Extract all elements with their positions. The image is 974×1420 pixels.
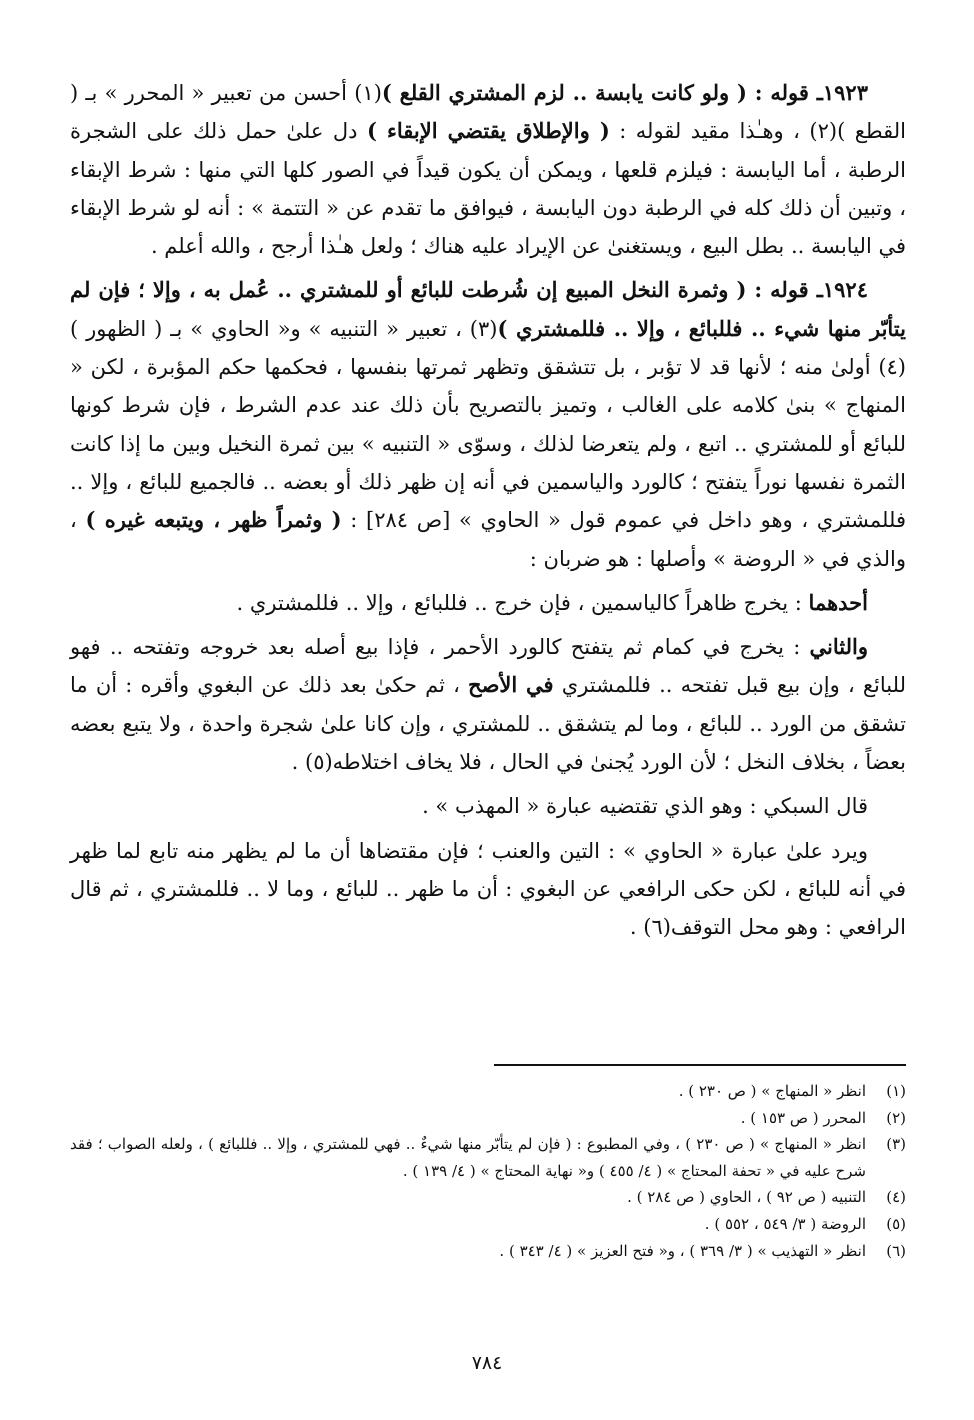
footnote-number: (١) bbox=[886, 1082, 906, 1100]
paragraph-text: (٢) ، وهـٰذا مقيد لقوله : bbox=[609, 119, 838, 144]
footnote-text: الروضة ( ٣/ ٥٤٩ ، ٥٥٢ ) . bbox=[704, 1214, 866, 1233]
paragraph-text: (١) أحسن من تعبير « المحرر » بـ ( القطع ) bbox=[70, 81, 906, 144]
paragraph-text: دل علىٰ حمل ذلك على الشجرة الرطبة ، أما اليابسة : فيلزم قلعها ، ويمكن أن يكون قيداً في الصور كلها التي منها : شرط الإبقاء ، وتبين أن ذلك كله في الرطبة دون اليابسة ، فيوافق ما تقدم عن « التتمة » : أنه لو شرط الإبقاء في اليابسة .. بطل البيع ، ويستغنىٰ عن الإيراد عليه هناك ؛ ولعل هـٰذا أرجح ، والله أعلم . bbox=[70, 119, 906, 259]
footnote-text: المحرر ( ص ١٥٣ ) . bbox=[740, 1108, 866, 1127]
footnote-number: (٦) bbox=[886, 1241, 906, 1260]
paragraph-text: : يخرج في كمام ثم يتفتح كالورد الأحمر ، فإذا بيع أصله بعد خروجه وتفتحه .. فهو للبائع ، وإن بيع قبل تفتحه .. فللمشتري bbox=[70, 635, 906, 698]
footnote-number: (٣) bbox=[886, 1135, 906, 1154]
footnote-text: التنبيه ( ص ٩٢ ) ، الحاوي ( ص ٢٨٤ ) . bbox=[627, 1188, 866, 1207]
footnote-text: انظر « المنهاج » ( ص ٢٣٠ ) . bbox=[678, 1082, 866, 1100]
paragraph-1924 bbox=[70, 271, 906, 577]
term-second: والثاني bbox=[809, 634, 868, 660]
footnote-number: (٢) bbox=[886, 1108, 906, 1127]
term-asahh: في الأصح bbox=[468, 672, 554, 698]
paragraph-text: : يخرج ظاهراً كالياسمين ، فإن خرج .. فللبائع ، وإلا .. فللمشتري . bbox=[236, 590, 809, 615]
paragraph-text: (٣) ، تعبير « التنبيه » و« الحاوي » بـ ( الظهور )(٤) أولىٰ منه ؛ لأنها قد لا تؤبر ، بل تتشقق وتظهر ثمرتها بنفسها ، فحكمها حكم المؤبرة ، لكن « المنهاج » بنىٰ كلامه على الغالب ، وتميز بالتصريح بأن ذلك عند عدم الشرط ، فإن شرط كونها للبائع أو للمشتري .. اتبع ، ولم يتعرضا لذلك ، وسوّى « التنبيه » بين ثمرة النخيل وبين ما إذا كانت الثمرة نفسها نوراً يتفتح ؛ كالورد والياسمين في أنه إن ظهر ذلك أو بعضه .. فالجميع للبائع ، وإلا .. فللمشتري ، وهو داخل في عموم قول « الحاوي » [ص ٢٨٤] : bbox=[70, 316, 906, 533]
footnote-number: (٤) bbox=[886, 1188, 906, 1207]
footnote-text: انظر « التهذيب » ( ٣/ ٣٦٩ ) ، و« فتح العزيز » ( ٤/ ٣٤٣ ) . bbox=[499, 1241, 866, 1260]
paragraph-subki: قال السبكي : وهو الذي تقتضيه عبارة « المهذب » . bbox=[422, 794, 868, 819]
footnote-number: (٥) bbox=[886, 1214, 906, 1233]
quoted-text: ( والإطلاق يقتضي الإبقاء ) bbox=[366, 118, 610, 144]
footnote-separator bbox=[494, 1064, 906, 1066]
paragraph-1923 bbox=[70, 74, 906, 265]
quoted-text: ( وثمراً ظهر ، ويتبعه غيره ) bbox=[85, 507, 342, 533]
term-first: أحدهما bbox=[808, 589, 868, 615]
footnotes bbox=[70, 1078, 906, 1264]
page-number: ٧٨٤ bbox=[471, 1352, 503, 1374]
paragraph-first-type bbox=[70, 584, 906, 622]
footnote-item bbox=[70, 1184, 906, 1211]
paragraph-text: ، ثم حكىٰ بعد ذلك عن البغوي وأقره : أن ما تشقق من الورد .. للبائع ، وما لم يتشقق .. للمشتري ، وإن كانا علىٰ شجرة واحدة ، ولا يتبع بعضه بعضاً ، بخلاف النخل ؛ لأن الورد يُجنىٰ في الحال ، فلا يخاف اختلاطه(٥) . bbox=[70, 673, 906, 775]
paragraph-hawi-objection: ويرد علىٰ عبارة « الحاوي » : التين والعنب ؛ فإن مقتضاها أن ما لم يظهر منه تابع لما ظهر في أنه للبائع ، لكن حكى الرافعي عن البغوي : أن ما ظهر .. للبائع ، وما لا .. فللمشتري ، ثم قال الرافعي : وهو محل التوقف(٦) . bbox=[70, 838, 906, 940]
footnote-text: انظر « المنهاج » ( ص ٢٣٠ ) ، وفي المطبوع : ( فإن لم يتأبّر منها شيءٌ .. فهي للمشتري ، وإلا .. فللبائع ) ، ولعله الصواب ؛ فقد شرح عليه في « تحفة المحتاج » ( ٤/ ٤٥٥ ) و« نهاية المحتاج » ( ٤/ ١٣٩ ) . bbox=[70, 1135, 867, 1180]
footnote-item bbox=[70, 1131, 906, 1184]
footnote-item bbox=[70, 1105, 906, 1132]
footnote-item bbox=[70, 1211, 906, 1238]
paragraph-second-type bbox=[70, 628, 906, 781]
footnote-item bbox=[70, 1078, 906, 1105]
issue-heading-1923: ١٩٢٣ـ قوله : ( ولو كانت يابسة .. لزم المشتري القلع ) bbox=[381, 80, 868, 105]
footnote-item bbox=[70, 1238, 906, 1265]
issue-heading-1924: ١٩٢٤ـ قوله : ( وثمرة النخل المبيع إن شُرطت للبائع أو للمشتري .. عُمل به ، وإلا ؛ فإن لم يتأبّر منها شيء .. فللبائع ، وإلا .. فللمشتري ) bbox=[70, 277, 906, 341]
paragraph-text: ، والذي في « الروضة » وأصلها : هو ضربان : bbox=[70, 508, 906, 571]
